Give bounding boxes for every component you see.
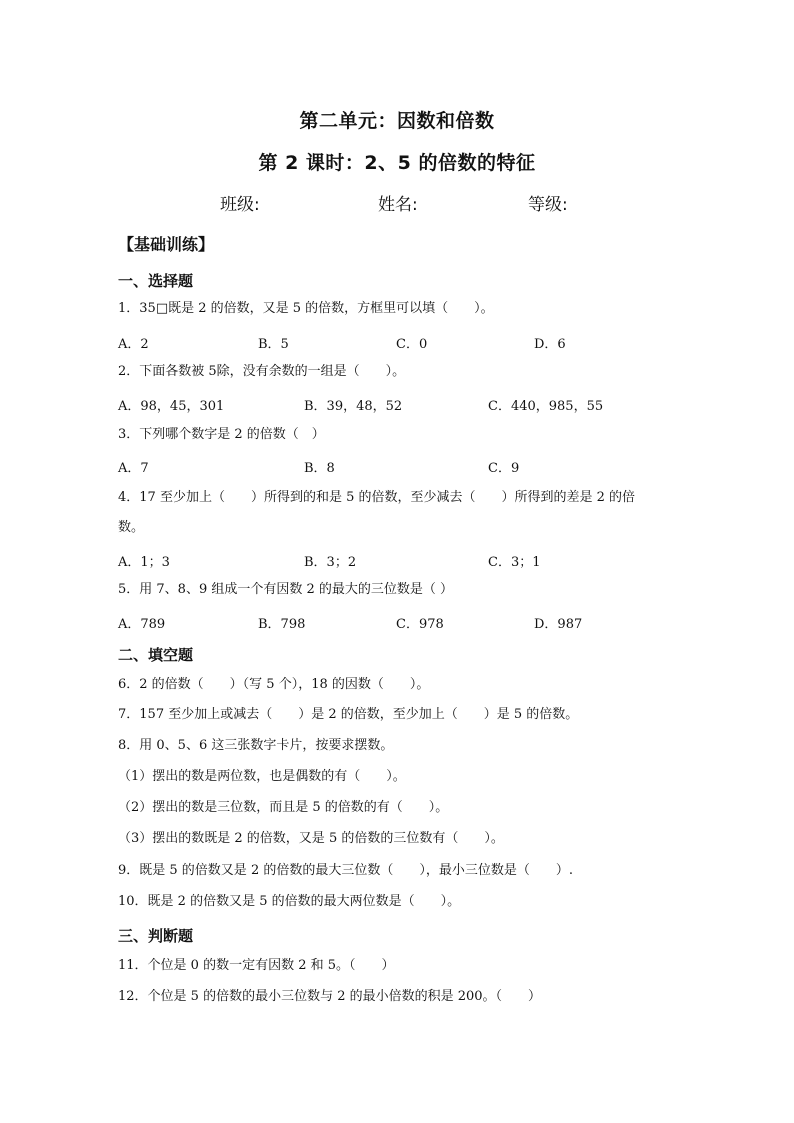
q3-option-c: C．9	[488, 461, 520, 476]
question-4-line-2: 数。	[118, 520, 145, 535]
q2-option-a: A．98，45，301	[118, 399, 225, 414]
question-11: 11．个位是 0 的数一定有因数 2 和 5。（ ）	[118, 958, 395, 973]
q1-option-d: D．6	[534, 337, 566, 352]
question-8-part-3: （3）摆出的数既是 2 的倍数，又是 5 的倍数的三位数有（ ）。	[118, 831, 504, 846]
q3-option-a: A．7	[118, 461, 149, 476]
q4-option-a: A．1；3	[118, 555, 170, 570]
q4-option-b: B．3；2	[304, 555, 357, 570]
q3-option-b: B．8	[304, 461, 335, 476]
question-8: 8．用 0、5、6 这三张数字卡片，按要求摆数。	[118, 738, 394, 753]
q5-option-a: A．789	[118, 617, 166, 632]
q1-option-c: C．0	[396, 337, 428, 352]
lesson-title: 第 2 课时：2、5 的倍数的特征	[258, 152, 536, 174]
q5-option-d: D．987	[534, 617, 583, 632]
unit-title: 第二单元：因数和倍数	[299, 110, 495, 132]
q1-option-b: B．5	[258, 337, 289, 352]
student-info-line	[0, 190, 794, 214]
question-3: 3．下列哪个数字是 2 的倍数（ ）	[118, 427, 325, 442]
q2-option-c: C．440，985，55	[488, 399, 604, 414]
q5-option-b: B．798	[258, 617, 306, 632]
question-10: 10．既是 2 的倍数又是 5 的倍数的最大两位数是（ ）。	[118, 894, 461, 909]
question-7: 7．157 至少加上或减去（ ）是 2 的倍数，至少加上（ ）是 5 的倍数。	[118, 707, 579, 722]
question-1: 1．35□既是 2 的倍数，又是 5 的倍数，方框里可以填（ ）。	[118, 301, 494, 316]
q1-option-a: A．2	[118, 337, 149, 352]
section-fill-heading: 二、填空题	[118, 646, 194, 664]
question-8-part-2: （2）摆出的数是三位数，而且是 5 的倍数的有（ ）。	[118, 800, 449, 815]
section-judge-heading: 三、判断题	[118, 927, 194, 945]
class-label: 班级:	[220, 195, 260, 215]
question-9: 9．既是 5 的倍数又是 2 的倍数的最大三位数（ ），最小三位数是（ ）.	[118, 863, 573, 878]
q5-option-c: C．978	[396, 617, 444, 632]
name-label: 姓名:	[378, 195, 418, 215]
question-4-line-1: 4．17 至少加上（ ）所得到的和是 5 的倍数，至少减去（ ）所得到的差是 2 的倍	[118, 490, 636, 505]
question-12: 12．个位是 5 的倍数的最小三位数与 2 的最小倍数的积是 200。（ ）	[118, 989, 542, 1004]
question-8-part-1: （1）摆出的数是两位数，也是偶数的有（ ）。	[118, 769, 406, 784]
section-choice-heading: 一、选择题	[118, 272, 194, 290]
q4-option-c: C．3；1	[488, 555, 541, 570]
q2-option-b: B．39，48，52	[304, 399, 403, 414]
grade-label: 等级:	[528, 195, 568, 215]
question-2: 2．下面各数被 5除，没有余数的一组是（ ）。	[118, 364, 406, 379]
question-6: 6．2 的倍数（ ）（写 5 个），18 的因数（ ）。	[118, 677, 430, 692]
question-5: 5．用 7、8、9 组成一个有因数 2 的最大的三位数是（ ）	[118, 582, 454, 597]
training-heading: 【基础训练】	[118, 235, 215, 254]
